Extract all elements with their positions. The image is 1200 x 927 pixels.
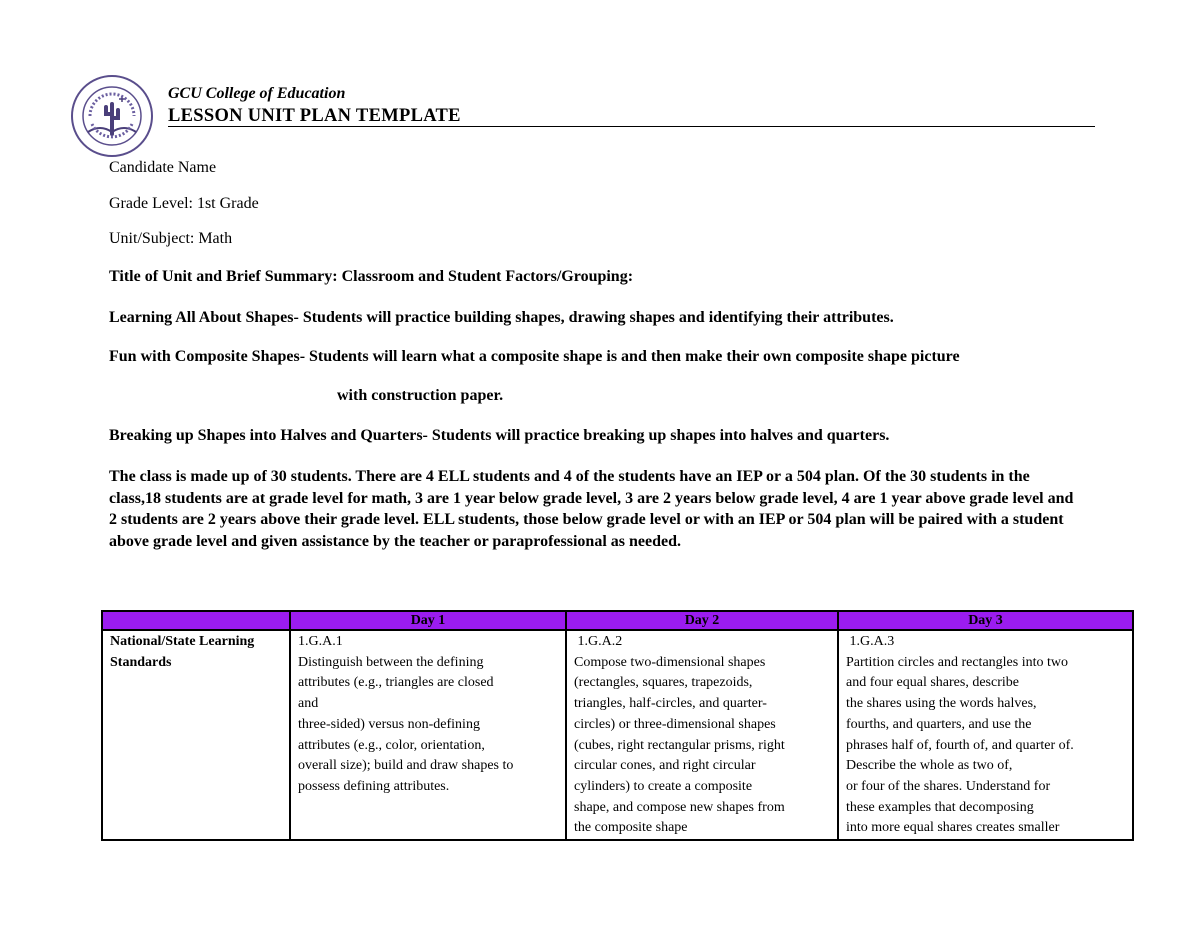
- candidate-name-field: Candidate Name: [109, 159, 217, 176]
- template-title: LESSON UNIT PLAN TEMPLATE: [168, 106, 461, 126]
- summary-composite-continued: with construction paper.: [337, 387, 504, 404]
- standard-code: 1.G.A.3: [846, 634, 895, 649]
- class-description: The class is made up of 30 students. There are 4 ELL students and 4 of the students have an IEP or a 504 plan. Of the 30 students in the class,18 students are at grade level for math, 3 are 1 year below grade level, 3 are 2 years below grade level, 4 are 1 year above grade level and 2 students are 2 years above their grade level. ELL students, those below grade level or with an IEP or 504 plan will be paired with a student above grade level and given assistance by the teacher or paraprofessional as needed.: [109, 468, 1074, 551]
- college-name: GCU College of Education: [168, 85, 346, 102]
- university-seal-logo: [70, 74, 154, 158]
- title-summary-label: Title of Unit and Brief Summary: Classroom and Student Factors/Grouping:: [109, 268, 634, 285]
- grade-level-field: Grade Level: 1st Grade: [109, 195, 259, 212]
- summary-composite-shapes: Fun with Composite Shapes- Students will learn what a composite shape is and then make their own composite shape picture: [109, 348, 960, 365]
- summary-halves-quarters: Breaking up Shapes into Halves and Quarters- Students will practice breaking up shapes into halves and quarters.: [109, 427, 890, 444]
- standard-code: 1.G.A.2: [574, 634, 623, 649]
- header-day-2: Day 2: [566, 611, 838, 630]
- unit-subject-field: Unit/Subject: Math: [109, 230, 233, 247]
- header-divider: [168, 126, 1095, 127]
- day-1-standard: 1.G.A.1 Distinguish between the defining attributes (e.g., triangles are closed and three-sided) versus non-defining attributes (e.g., color, orientation, overall size); build and draw shapes to possess defining attributes.: [290, 630, 566, 840]
- header-day-1: Day 1: [290, 611, 566, 630]
- table-header-row: [102, 611, 1133, 630]
- lesson-plan-table: [101, 610, 1134, 841]
- header-blank: [102, 611, 290, 630]
- standard-code: 1.G.A.1: [298, 634, 343, 649]
- row-label-standards: National/State Learning Standards: [102, 630, 290, 840]
- day-2-standard: 1.G.A.2 Compose two-dimensional shapes (rectangles, squares, trapezoids, triangles, half-circles, and quarter- circles) or three-dimensional shapes (cubes, right rectangular prisms, right circular cones, and right circular cylinders) to create a composite shape, and compose new shapes from the composite shape: [566, 630, 838, 840]
- day-3-standard: 1.G.A.3 Partition circles and rectangles into two and four equal shares, describe the shares using the words halves, fourths, and quarters, and use the phrases half of, fourth of, and quarter of. Describe the whole as two of, or four of the shares. Understand for these examples that decomposing into more equal shares creates smaller: [838, 630, 1133, 840]
- table-row: [102, 630, 1133, 840]
- header-day-3: Day 3: [838, 611, 1133, 630]
- summary-learning-shapes: Learning All About Shapes- Students will practice building shapes, drawing shapes and identifying their attributes.: [109, 309, 894, 326]
